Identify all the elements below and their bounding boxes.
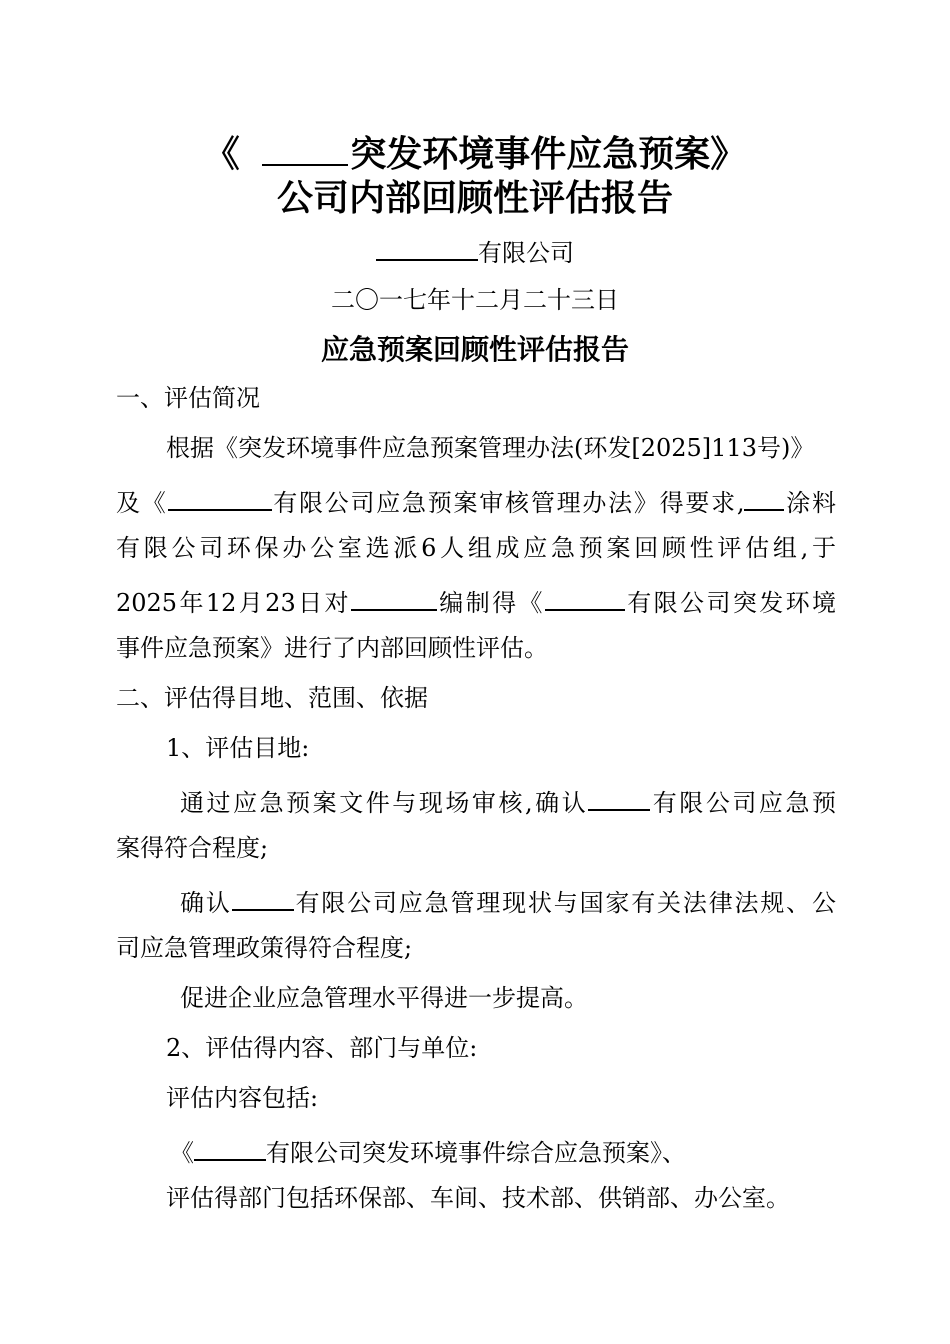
document-title-line2: 公司内部回顾性评估报告 [276, 177, 673, 219]
company-name-blank [376, 236, 478, 261]
s2-1-l1-text-b: 有限公司应急预 [650, 788, 836, 817]
s2-1-heading: 1、评估目地: [166, 734, 310, 762]
s2-1-l3-text-b: 有限公司应急管理现状与国家有关法律法规、公 [293, 888, 837, 917]
company-name-line [0, 236, 950, 265]
s2-1-l1-text-a: 通过应急预案文件与现场审核,确认 [180, 788, 589, 817]
report-date: 二〇一七年十二月二十三日 [331, 286, 619, 314]
report-heading: 应急预案回顾性评估报告 [320, 333, 629, 366]
s1-paragraph-line4 [116, 586, 836, 615]
title-company-blank [262, 130, 348, 166]
s1-p2-text-c: 涂料 [784, 488, 836, 517]
title-line1-text: 突发环境事件应急预案》 [350, 133, 747, 176]
s2-2-line1: 评估内容包括: [166, 1084, 319, 1112]
s1-paragraph-line5: 事件应急预案》进行了内部回顾性评估。 [116, 634, 548, 662]
s2-2-line3: 评估得部门包括环保部、车间、技术部、供销部、办公室。 [166, 1184, 790, 1212]
s1-p4-text-c: 有限公司突发环境 [624, 588, 837, 617]
s2-2-line2 [170, 1136, 686, 1165]
s2-1-l3-text-a: 确认 [180, 888, 232, 917]
s2-2-heading: 2、评估得内容、部门与单位: [166, 1034, 478, 1062]
s1-p2-text-b: 有限公司应急预案审核管理办法》得要求, [271, 488, 745, 517]
title-open-bracket: 《 [203, 133, 240, 176]
s1-p2-blank-2 [744, 486, 784, 511]
s1-paragraph-line1: 根据《突发环境事件应急预案管理办法(环发[2025]113号)》 [166, 434, 815, 462]
s2-1-l1-blank [588, 786, 650, 811]
s2-1-line5: 促进企业应急管理水平得进一步提高。 [180, 984, 588, 1012]
s1-paragraph-line2 [116, 486, 836, 515]
s1-p2-text-a: 及《 [116, 488, 168, 517]
s2-2-l2-text-a: 《 [170, 1138, 194, 1167]
s2-1-line3 [180, 886, 836, 915]
document-title-line1 [0, 130, 950, 176]
s2-1-l3-blank [232, 886, 294, 911]
s2-1-line2: 案得符合程度; [116, 834, 269, 862]
s2-2-l2-text-b: 有限公司突发环境事件综合应急预案》、 [266, 1138, 686, 1167]
s1-p4-text-a: 2025年12月23日对 [116, 588, 351, 617]
s2-1-line4: 司应急管理政策得符合程度; [116, 934, 413, 962]
company-suffix: 有限公司 [478, 238, 574, 267]
s1-p4-blank-2 [545, 586, 625, 611]
section-1-heading: 一、评估简况 [116, 384, 260, 412]
s1-p2-blank-1 [168, 486, 272, 511]
s1-p4-blank-1 [351, 586, 437, 611]
s1-p4-text-b: 编制得《 [436, 588, 545, 617]
s1-paragraph-line3: 有限公司环保办公室选派6人组成应急预案回顾性评估组,于 [116, 534, 836, 562]
s2-1-line1 [180, 786, 836, 815]
section-2-heading: 二、评估得目地、范围、依据 [116, 684, 428, 712]
s2-2-l2-blank [194, 1136, 266, 1161]
